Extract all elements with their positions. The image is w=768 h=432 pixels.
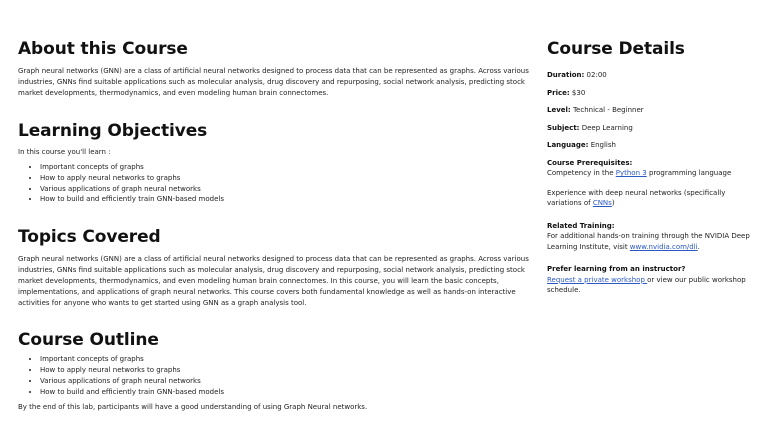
cnns-link[interactable]: CNNs <box>592 199 612 207</box>
list-item: • Various applications of graph neural networks <box>40 376 536 387</box>
list-item: • How to build and efficiently train GNN-based models <box>40 194 536 205</box>
about-body: Graph neural networks (GNN) are a class of artificial neural networks designed to process data that can be represented as graphs. Across various industries, GNNs find suitable applications such as molecular analysis, drug discovery and repurposing, social network analysis, predicting stock market developments, thermodynamics, and even modeling human brain connectomes. <box>18 67 529 97</box>
topics-body: Graph neural networks (GNN) are a class of artificial neural networks designed to process data that can be represented as graphs. Across various industries, GNNs find suitable applications such as molecular analysis, drug discovery and repurposing, social network analysis, predicting stock market developments, thermodynamics, and even modeling human brain connectomes. In this course, you will learn the basic concepts, implementations, and applications of graph neural networks. This course covers both fundamental knowledge as well as hands-on interactive activities for anyone who wants to get started using GNN as a graph analysis tool. <box>18 255 529 308</box>
list-item: • How to apply neural networks to graphs <box>40 365 536 376</box>
level-label: Level: <box>547 106 571 114</box>
duration-value: 02:00 <box>586 71 607 79</box>
language-label: Language: <box>547 141 589 149</box>
list-item: • Important concepts of graphs <box>40 162 536 173</box>
outline-footer: By the end of this lab, participants will have a good understanding of using Graph Neural networks. <box>18 403 368 412</box>
list-item: • How to build and efficiently train GNN-based models <box>40 387 536 398</box>
outline-list <box>18 354 536 397</box>
related-text: . <box>697 242 700 251</box>
prereq-text: ) <box>611 199 615 207</box>
dli-link[interactable]: www.nvidia.com/dli <box>629 242 698 251</box>
objectives-title: Learning Objectives <box>18 121 208 141</box>
related-text: For additional hands-on training through the NVIDIA Deep Learning Institute, visit <box>547 232 750 251</box>
prerequisites-label: Course Prerequisites: <box>547 158 633 167</box>
language-row <box>547 140 762 151</box>
objectives-intro: In this course you'll learn : <box>18 148 111 156</box>
prerequisites-block <box>547 158 762 179</box>
outline-title: Course Outline <box>18 330 159 351</box>
details-title: Course Details <box>547 39 685 59</box>
duration-row <box>547 70 762 81</box>
subject-value: Deep Learning <box>581 123 633 132</box>
instructor-block <box>547 264 762 296</box>
about-title: About this Course <box>18 39 188 59</box>
prerequisites-block-2 <box>547 188 762 209</box>
topics-title: Topics Covered <box>18 227 161 248</box>
prereq-text: Experience with deep neural networks (specifically variations of <box>547 188 726 207</box>
price-value: $30 <box>571 88 586 97</box>
price-label: Price: <box>547 88 570 97</box>
instructor-text: or view our public workshop schedule. <box>547 275 746 294</box>
duration-label: Duration: <box>547 71 585 79</box>
objectives-list <box>18 162 536 205</box>
prereq-text: Competency in the <box>547 169 616 177</box>
list-item: • Various applications of graph neural networks <box>40 184 536 195</box>
list-item: • How to apply neural networks to graphs <box>40 173 536 184</box>
main-content <box>18 38 536 413</box>
request-workshop-link[interactable]: Request a private workshop <box>547 275 648 284</box>
instructor-label: Prefer learning from an instructor? <box>547 265 686 273</box>
course-details-panel <box>547 38 762 308</box>
related-training-block <box>547 221 762 253</box>
related-training-label: Related Training: <box>547 221 615 230</box>
list-item: • Important concepts of graphs <box>40 354 536 365</box>
price-row <box>547 88 762 99</box>
language-value: English <box>590 141 616 149</box>
python-link[interactable]: Python 3 <box>615 169 647 177</box>
level-row <box>547 105 762 116</box>
subject-row <box>547 123 762 134</box>
subject-label: Subject: <box>547 123 580 132</box>
level-value: Technical - Beginner <box>572 106 644 114</box>
prereq-text: programming language <box>646 169 732 177</box>
